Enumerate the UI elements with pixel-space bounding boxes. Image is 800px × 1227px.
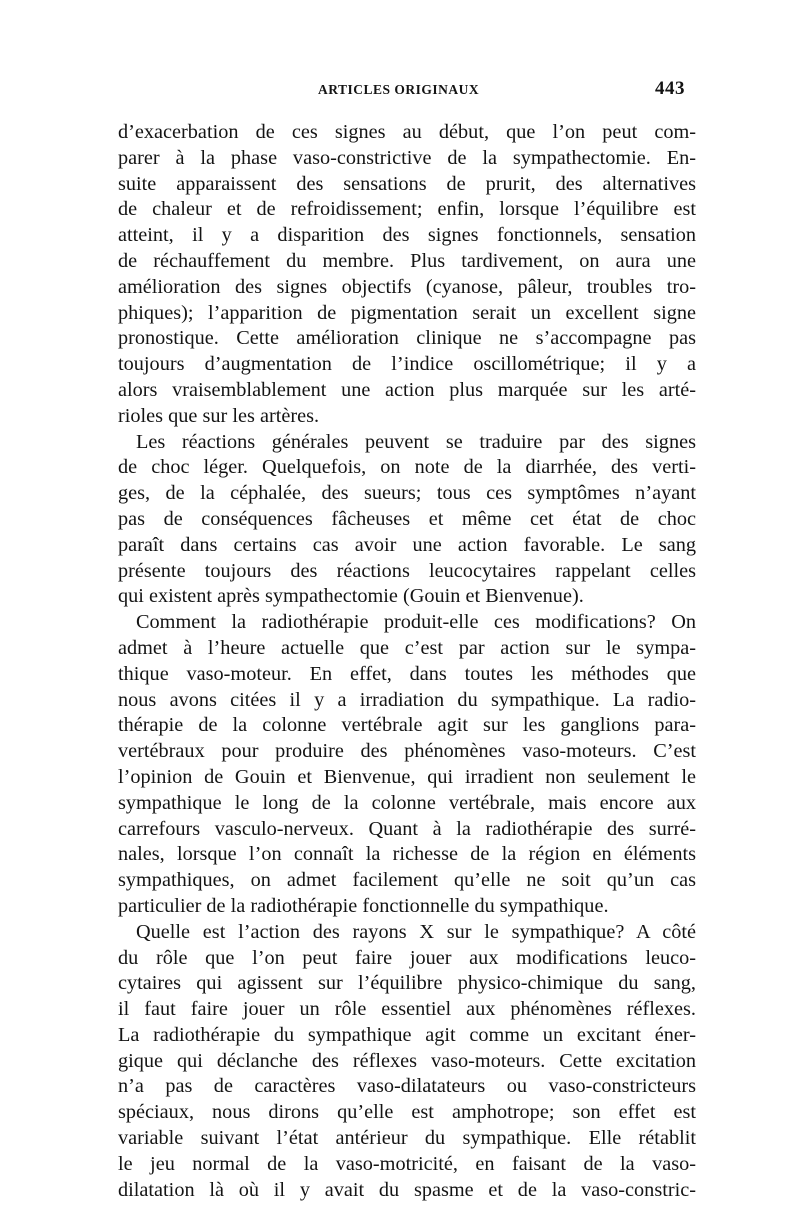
text-line: suite apparaissent des sensations de prurit, des alternatives xyxy=(118,172,696,195)
text-line: le jeu normal de la vaso-motricité, en faisant de la vaso- xyxy=(118,1152,696,1175)
text-line: phiques); l’apparition de pigmentation serait un excellent signe xyxy=(118,301,696,324)
page-number: 443 xyxy=(655,78,685,99)
text-line: La radiothérapie du sympathique agit comme un excitant éner- xyxy=(118,1023,696,1046)
text-line: alors vraisemblablement une action plus marquée sur les arté- xyxy=(118,378,696,401)
text-line: particulier de la radiothérapie fonctionnelle du sympathique. xyxy=(118,894,609,917)
text-line: carrefours vasculo-nerveux. Quant à la radiothérapie des surré- xyxy=(118,817,696,840)
text-line: gique qui déclanche des réflexes vaso-moteurs. Cette excitation xyxy=(118,1049,696,1072)
text-line: thique vaso-moteur. En effet, dans toutes les méthodes que xyxy=(118,662,696,685)
text-line: présente toujours des réactions leucocytaires rappelant celles xyxy=(118,559,696,582)
text-line: parer à la phase vaso-constrictive de la sympathectomie. En- xyxy=(118,146,696,169)
text-line: d’exacerbation de ces signes au début, que l’on peut com- xyxy=(118,121,696,143)
body-text xyxy=(118,120,696,1203)
text-line: de réchauffement du membre. Plus tardivement, on aura une xyxy=(118,249,696,272)
text-line: qui existent après sympathectomie (Gouin et Bienvenue). xyxy=(118,585,584,608)
text-line: atteint, il y a disparition des signes fonctionnels, sensation xyxy=(118,224,696,247)
text-line: Quelle est l’action des rayons X sur le sympathique? A côté xyxy=(136,920,696,943)
text-line: de chaleur et de refroidissement; enfin, lorsque l’équilibre est xyxy=(118,198,696,221)
text-line: du rôle que l’on peut faire jouer aux modifications leuco- xyxy=(118,946,696,969)
text-line: paraît dans certains cas avoir une action favorable. Le sang xyxy=(118,533,696,556)
text-line: admet à l’heure actuelle que c’est par action sur le sympa- xyxy=(118,636,696,659)
text-line: nales, lorsque l’on connaît la richesse de la région en éléments xyxy=(118,843,696,866)
text-line: vertébraux pour produire des phénomènes vaso-moteurs. C’est xyxy=(118,740,696,763)
text-line: rioles que sur les artères. xyxy=(118,404,320,427)
text-line: sympathiques, on admet facilement qu’elle ne soit qu’un cas xyxy=(118,869,696,892)
text-line: variable suivant l’état antérieur du sympathique. Elle rétablit xyxy=(118,1127,696,1150)
text-line: l’opinion de Gouin et Bienvenue, qui irradient non seulement le xyxy=(118,765,696,788)
text-line: de choc léger. Quelquefois, on note de la diarrhée, des verti- xyxy=(118,456,696,479)
text-line: n’a pas de caractères vaso-dilatateurs ou vaso-constricteurs xyxy=(118,1075,696,1098)
text-line: spéciaux, nous dirons qu’elle est amphotrope; son effet est xyxy=(118,1101,696,1124)
text-line: toujours d’augmentation de l’indice oscillométrique; il y a xyxy=(118,353,696,376)
running-title: ARTICLES ORIGINAUX xyxy=(318,82,480,97)
text-line: il faut faire jouer un rôle essentiel aux phénomènes réflexes. xyxy=(118,998,696,1021)
text-line: thérapie de la colonne vertébrale agit sur les ganglions para- xyxy=(118,714,696,737)
text-line: dilatation là où il y avait du spasme et de la vaso-constric- xyxy=(118,1178,696,1201)
text-line: ges, de la céphalée, des sueurs; tous ces symptômes n’ayant xyxy=(118,482,696,505)
text-line: cytaires qui agissent sur l’équilibre physico-chimique du sang, xyxy=(118,972,696,995)
text-line: sympathique le long de la colonne vertébrale, mais encore aux xyxy=(118,791,696,814)
text-line: pas de conséquences fâcheuses et même cet état de choc xyxy=(118,507,696,530)
text-line: Les réactions générales peuvent se traduire par des signes xyxy=(136,430,696,453)
running-header xyxy=(0,78,800,100)
text-line: nous avons citées il y a irradiation du sympathique. La radio- xyxy=(118,688,696,711)
text-line: pronostique. Cette amélioration clinique ne s’accompagne pas xyxy=(118,327,696,350)
text-line: Comment la radiothérapie produit-elle ces modifications? On xyxy=(136,611,696,634)
text-line: amélioration des signes objectifs (cyanose, pâleur, troubles tro- xyxy=(118,275,696,298)
